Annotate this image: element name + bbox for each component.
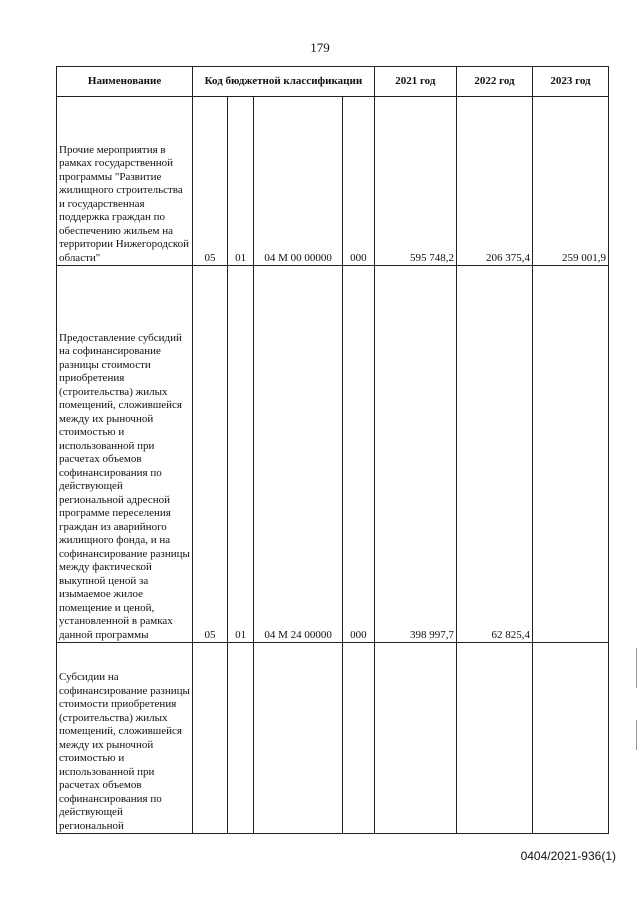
row-amount-2023 xyxy=(532,643,608,834)
row-expense-type xyxy=(343,643,375,834)
scan-edge-mark xyxy=(636,720,637,750)
table-row xyxy=(57,97,609,266)
row-amount-2021: 595 748,2 xyxy=(374,97,456,266)
row-subsection xyxy=(227,643,253,834)
row-amount-2022: 206 375,4 xyxy=(456,97,532,266)
header-2021: 2021 год xyxy=(374,67,456,97)
row-target-article: 04 М 24 00000 xyxy=(254,266,343,643)
row-section: 05 xyxy=(193,266,228,643)
row-name: Предоставление субсидий на софинансирование разницы стоимости приобретения (строительства) жилых помещений, сложившейся между их рыночной стоимостью и использованной при расчетах объемов софинансирования по действующей региональной адресной программе переселения граждан из аварийного жилищного фонда, и на софинансирование разницы между фактической выкупной ценой за изымаемое жилое помещение и ценой, установленной в рамках данной программы xyxy=(57,266,193,643)
row-name: Прочие мероприятия в рамках государственной программы "Развитие жилищного строительства и государственная поддержка граждан по обеспечению жильем на территории Нижегородской области" xyxy=(57,97,193,266)
row-amount-2022: 62 825,4 xyxy=(456,266,532,643)
row-amount-2021 xyxy=(374,643,456,834)
budget-table xyxy=(56,66,609,834)
table-row xyxy=(57,266,609,643)
header-2023: 2023 год xyxy=(532,67,608,97)
header-2022: 2022 год xyxy=(456,67,532,97)
scan-edge-mark xyxy=(636,648,637,688)
row-amount-2023 xyxy=(532,266,608,643)
row-section: 05 xyxy=(193,97,228,266)
row-amount-2023: 259 001,9 xyxy=(532,97,608,266)
row-subsection: 01 xyxy=(227,266,253,643)
row-expense-type: 000 xyxy=(343,266,375,643)
header-name: Наименование xyxy=(57,67,193,97)
table-header-row xyxy=(57,67,609,97)
row-expense-type: 000 xyxy=(343,97,375,266)
row-section xyxy=(193,643,228,834)
row-target-article xyxy=(254,643,343,834)
row-target-article: 04 М 00 00000 xyxy=(254,97,343,266)
table-row xyxy=(57,643,609,834)
page-number: 179 xyxy=(310,40,330,55)
row-subsection: 01 xyxy=(227,97,253,266)
row-amount-2021: 398 997,7 xyxy=(374,266,456,643)
row-amount-2022 xyxy=(456,643,532,834)
row-name: Субсидии на софинансирование разницы стоимости приобретения (строительства) жилых помещений, сложившейся между их рыночной стоимостью и использованной при расчетах объемов софинансирования по действующей региональной xyxy=(57,643,193,834)
header-code: Код бюджетной классификации xyxy=(193,67,375,97)
document-code: 0404/2021-936(1) xyxy=(520,849,616,863)
